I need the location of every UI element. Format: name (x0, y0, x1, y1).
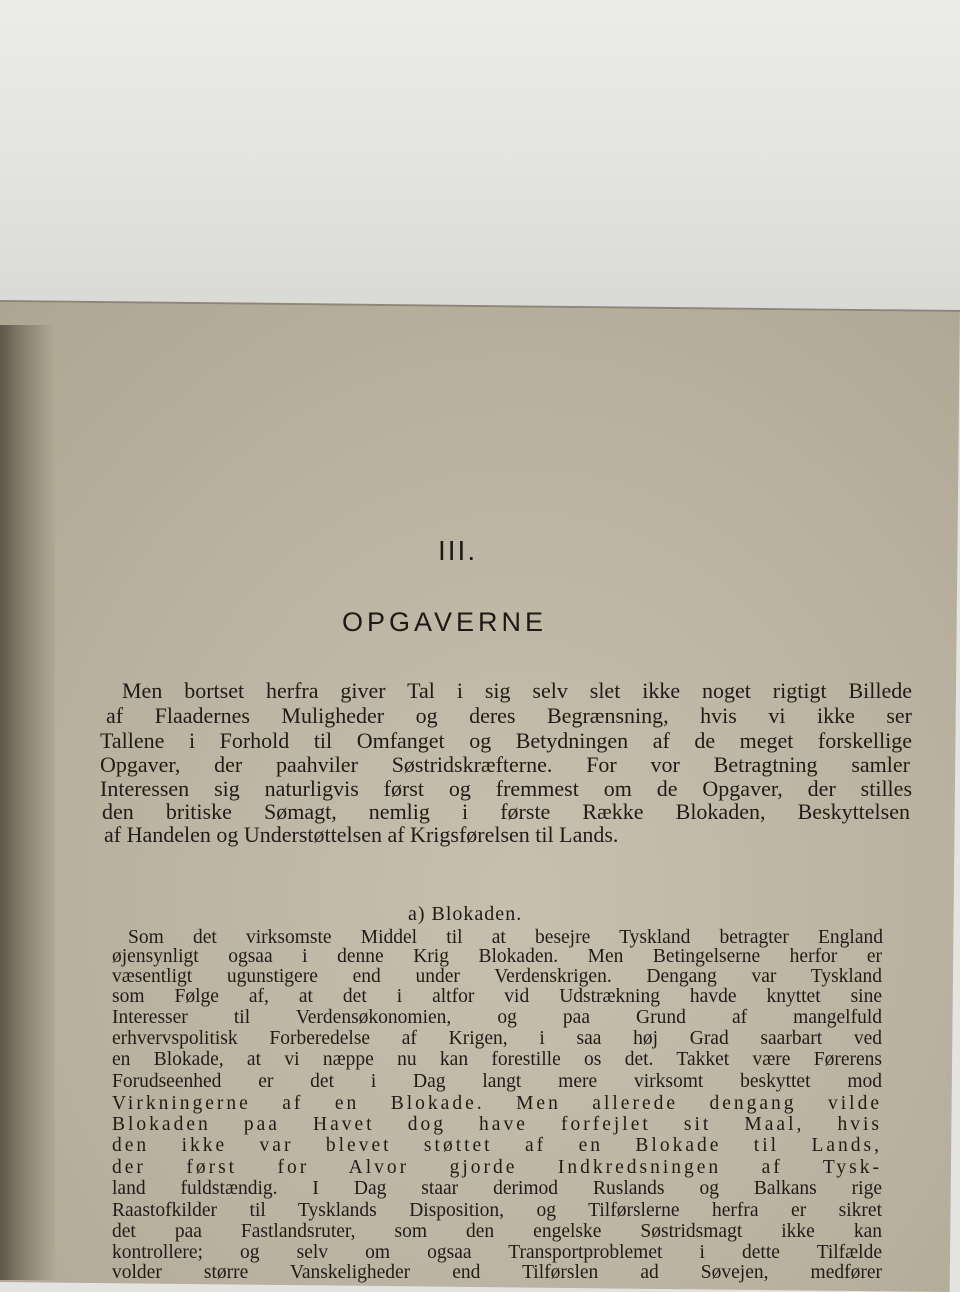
text-line: øjensynligt ogsaa i denne Krig Blokaden. Men Betingelserne herfor er (112, 946, 882, 967)
text-line: Virkningerne af en Blokade. Men allerede dengang vilde (112, 1093, 882, 1114)
text-line: en Blokade, at vi næppe nu kan forestille os det. Takket være Førerens (112, 1049, 882, 1070)
text-line: den ikke var blevet støttet af en Blokade til Lands, (112, 1135, 882, 1156)
text-line: af Handelen og Understøttelsen af Krigsførelsen til Lands. (104, 822, 619, 847)
text-line: Forudseenhed er det i Dag langt mere virksomt beskyttet mod (112, 1071, 882, 1092)
text-line: land fuldstændig. I Dag staar derimod Ruslands og Balkans rige (112, 1178, 882, 1199)
text-line: Interesser til Verdensøkonomien, og paa Grund af mangelfuld (112, 1007, 882, 1028)
text-line: Som det virksomste Middel til at besejre Tyskland betragter England (128, 927, 883, 948)
text-line: den britiske Sømagt, nemlig i første Række Blokaden, Beskyttelsen (102, 799, 910, 824)
text-line: kontrollere; og selv om ogsaa Transportproblemet i dette Tilfælde (112, 1242, 882, 1263)
text-line: der først for Alvor gjorde Indkredsningen af Tysk- (112, 1157, 882, 1178)
text-line: Blokaden paa Havet dog have forfejlet sit Maal, hvis (112, 1114, 882, 1135)
text-line: Interessen sig naturligvis først og fremmest om de Opgaver, der stilles (100, 776, 912, 801)
text-line: volder større Vanskeligheder end Tilførslen ad Søvejen, medfører (112, 1262, 882, 1283)
text-line: af Flaadernes Muligheder og deres Begrænsning, hvis vi ikke ser (106, 703, 912, 728)
text-line: Opgaver, der paahviler Søstridskræfterne. For vor Betragtning samler (100, 752, 910, 777)
text-line: det paa Fastlandsruter, som den engelske Søstridsmagt ikke kan (112, 1221, 882, 1242)
chapter-number: III. (438, 535, 478, 566)
text-line: væsentligt ugunstigere end under Verdenskrigen. Dengang var Tyskland (112, 966, 882, 987)
book-binding-edge (0, 325, 55, 1280)
wall-background (0, 0, 960, 310)
text-line: Tallene i Forhold til Omfanget og Betydningen af de meget forskellige (100, 728, 912, 753)
text-line: Raastofkilder til Tysklands Disposition, og Tilførslerne herfra er sikret (112, 1200, 882, 1221)
chapter-title: OPGAVERNE (342, 607, 548, 637)
text-line: erhvervspolitisk Forberedelse af Krigen, i saa høj Grad saarbart ved (112, 1028, 882, 1049)
text-line: Men bortset herfra giver Tal i sig selv slet ikke noget rigtigt Billede (122, 678, 912, 703)
text-line: som Følge af, at det i altfor vid Udstrækning havde knyttet sine (112, 986, 882, 1007)
section-heading: a) Blokaden. (408, 903, 523, 925)
